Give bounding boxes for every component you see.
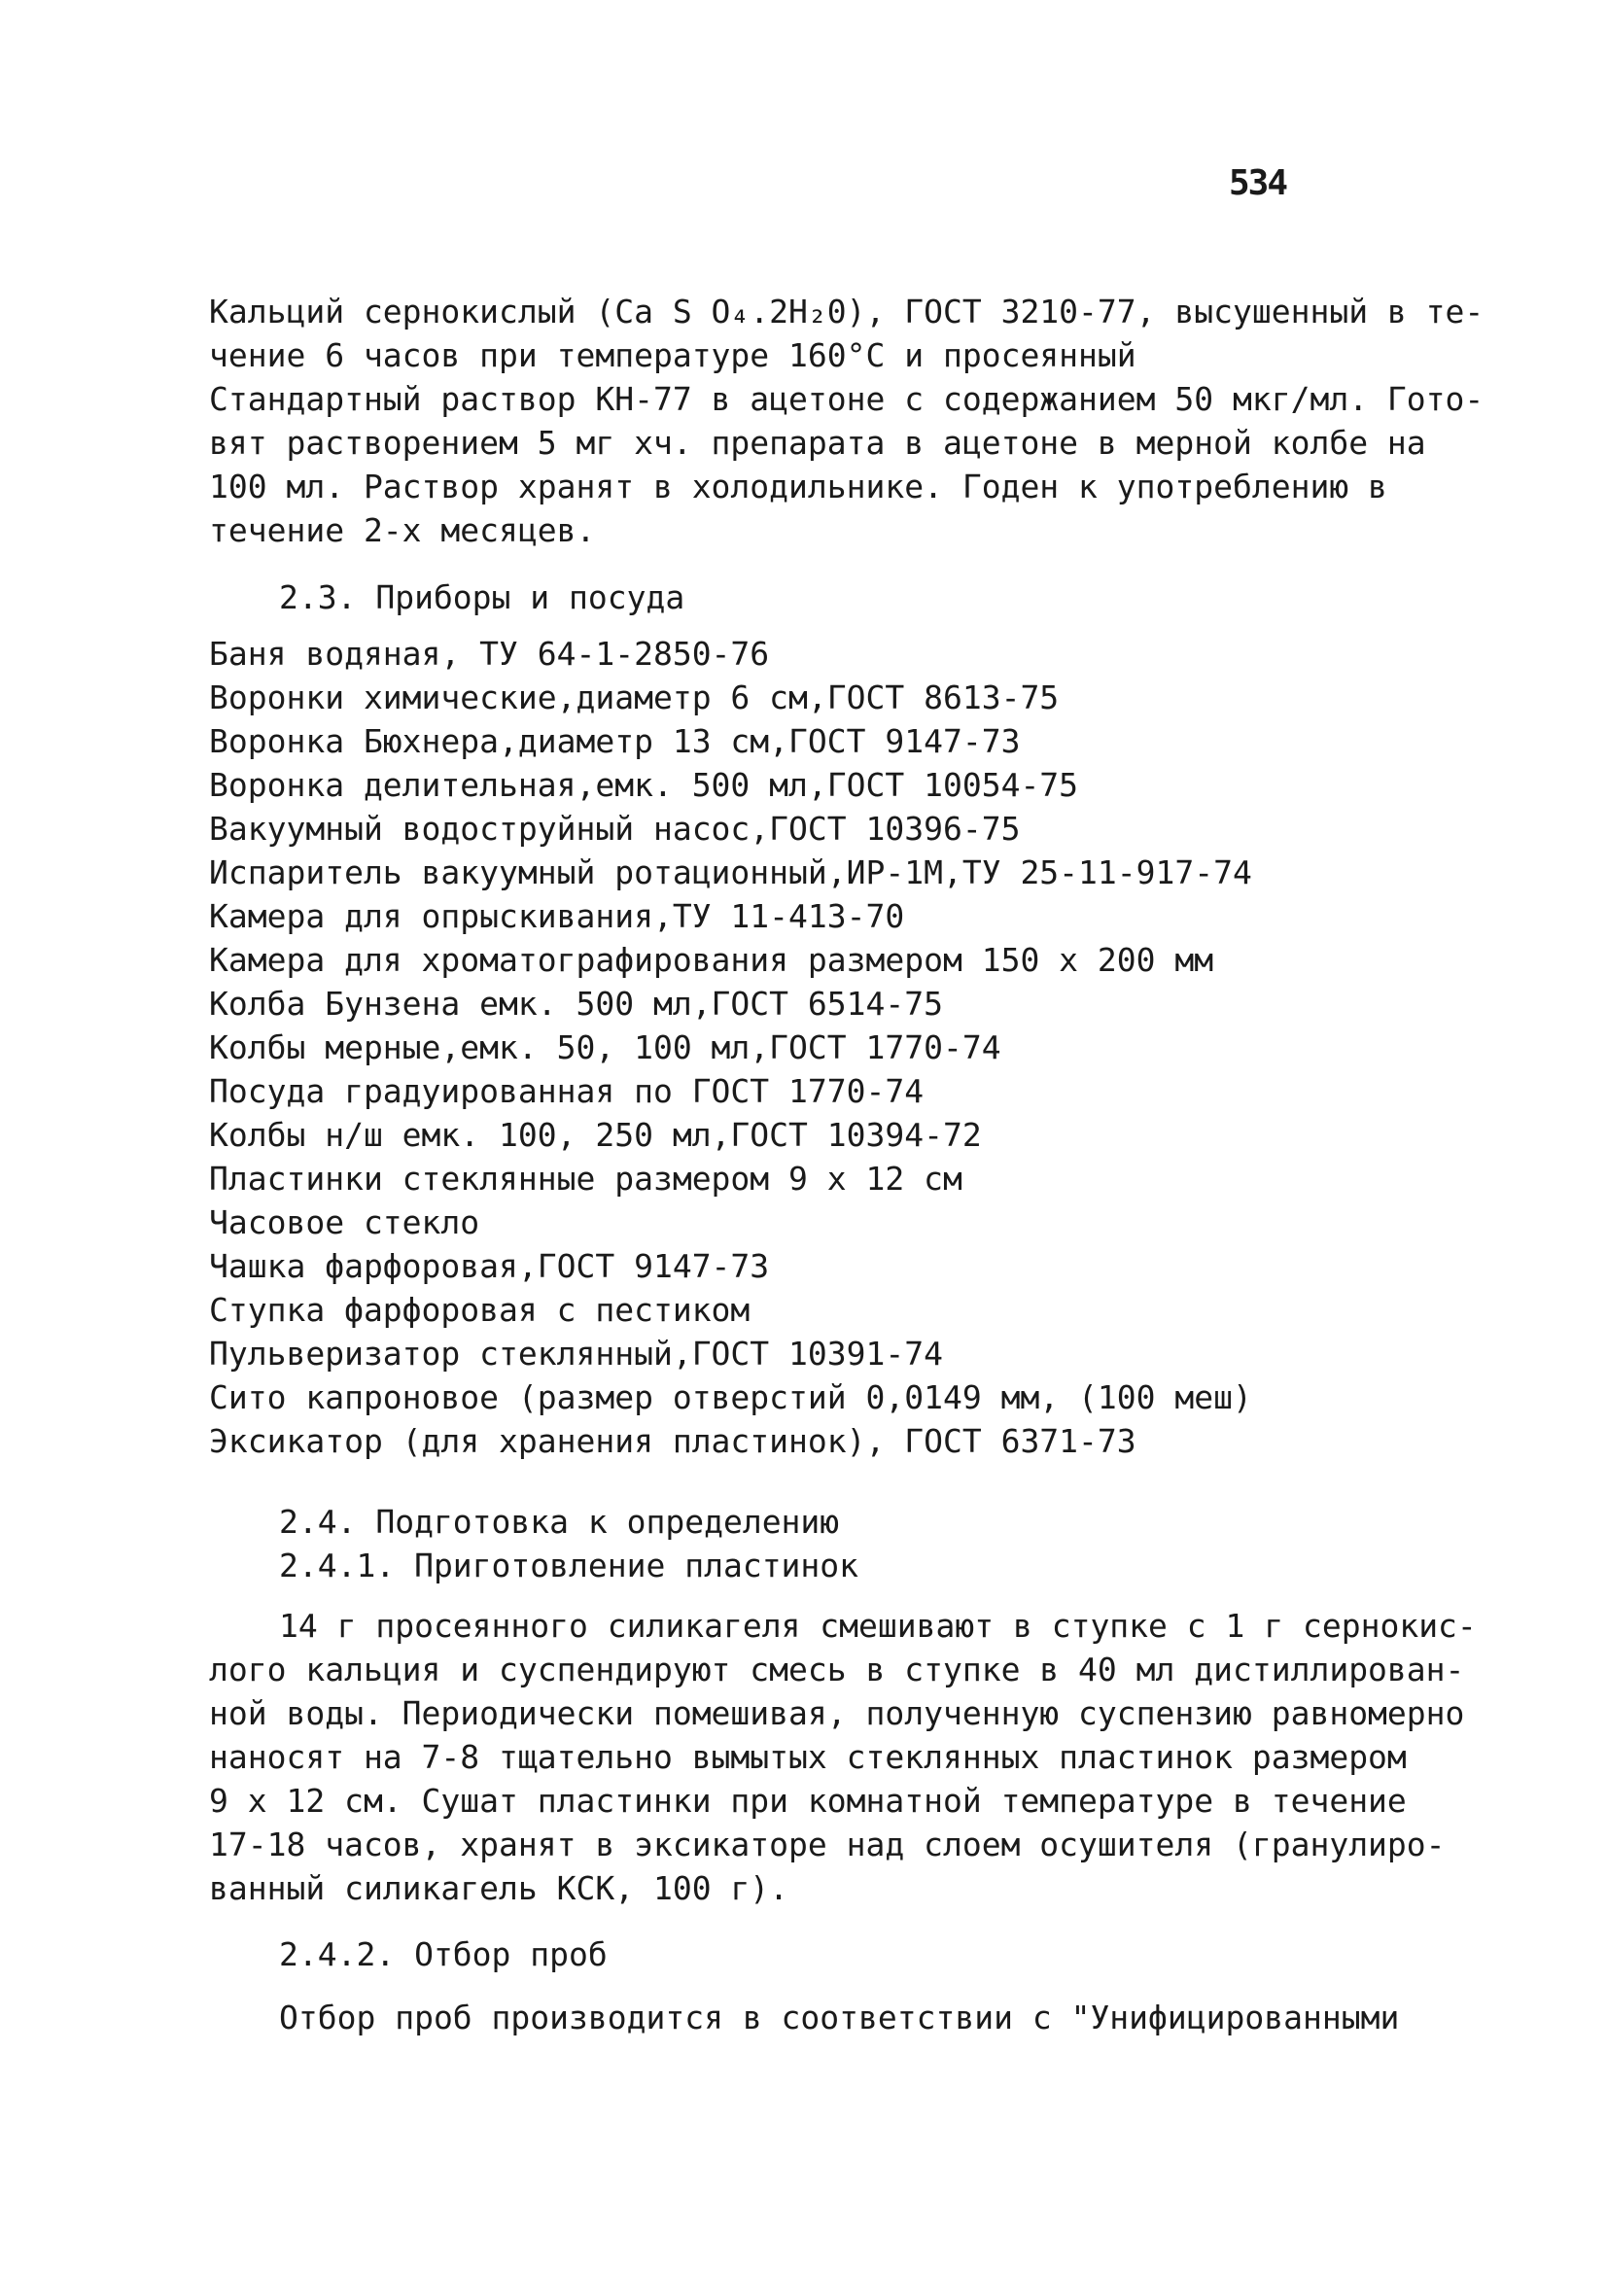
equipment-list xyxy=(209,632,1415,1463)
equipment-item: Воронки химические,диаметр 6 см,ГОСТ 8613-75 xyxy=(209,678,1060,716)
section-heading-2-3: 2.3. Приборы и посуда xyxy=(279,578,685,616)
reagent-line: чение 6 часов при температуре 160°С и просеянный xyxy=(209,336,1136,374)
equipment-item: Вакуумный водоструйный насос,ГОСТ 10396-75 xyxy=(209,810,1021,848)
reagent-line: 100 мл. Раствор хранят в холодильнике. Годен к употреблению в xyxy=(209,468,1387,505)
plates-paragraph xyxy=(209,1604,1477,1910)
equipment-item: Колбы н/ш емк. 100, 250 мл,ГОСТ 10394-72 xyxy=(209,1116,982,1154)
section-heading-2-4-1: 2.4.1. Приготовление пластинок xyxy=(279,1547,859,1584)
section-heading-2-4: 2.4. Подготовка к определению xyxy=(279,1503,840,1541)
equipment-item: Колбы мерные,емк. 50, 100 мл,ГОСТ 1770-74 xyxy=(209,1028,1001,1066)
equipment-item: Посуда градуированная по ГОСТ 1770-74 xyxy=(209,1072,925,1110)
reagent-line: Стандартный раствор КН-77 в ацетоне с содержанием 50 мкг/мл. Гото- xyxy=(209,380,1485,418)
equipment-item: Колба Бунзена емк. 500 мл,ГОСТ 6514-75 xyxy=(209,985,943,1023)
reagent-line: вят растворением 5 мг хч. препарата в ацетоне в мерной колбе на xyxy=(209,424,1426,462)
paragraph-line: лого кальция и суспендируют смесь в ступке в 40 мл дистиллирован- xyxy=(209,1651,1465,1688)
reagents-block xyxy=(209,290,1485,552)
equipment-item: Баня водяная, ТУ 64-1-2850-76 xyxy=(209,635,770,673)
paragraph-line: ванный силикагель КСК, 100 г). xyxy=(209,1869,789,1907)
equipment-item: Воронка делительная,емк. 500 мл,ГОСТ 10054-75 xyxy=(209,766,1079,804)
paragraph-line: 9 х 12 см. Сушат пластинки при комнатной температуре в течение xyxy=(209,1782,1407,1820)
page-number: 534 xyxy=(1229,163,1287,203)
section-headings-2-4 xyxy=(209,1500,1485,1587)
paragraph-line: 17-18 часов, хранят в эксикаторе над слоем осушителя (гранулиро- xyxy=(209,1826,1446,1863)
equipment-item: Сито капроновое (размер отверстий 0,0149 мм, (100 меш) xyxy=(209,1378,1252,1416)
equipment-item: Ступка фарфоровая с пестиком xyxy=(209,1291,751,1329)
equipment-item: Пульверизатор стеклянный,ГОСТ 10391-74 xyxy=(209,1335,943,1373)
equipment-item: Воронка Бюхнера,диаметр 13 см,ГОСТ 9147-73 xyxy=(209,722,1021,760)
equipment-item: Чашка фарфоровая,ГОСТ 9147-73 xyxy=(209,1247,770,1285)
equipment-item: Камера для хроматографирования размером 150 х 200 мм xyxy=(209,941,1214,979)
equipment-item: Часовое стекло xyxy=(209,1203,480,1241)
paragraph-line: 14 г просеянного силикагеля смешивают в ступке с 1 г сернокис- xyxy=(279,1607,1477,1645)
reagent-line: течение 2-х месяцев. xyxy=(209,511,596,549)
equipment-item: Камера для опрыскивания,ТУ 11-413-70 xyxy=(209,897,905,935)
equipment-item: Испаритель вакуумный ротационный,ИР-1М,ТУ 25-11-917-74 xyxy=(209,853,1252,891)
equipment-item: Эксикатор (для хранения пластинок), ГОСТ 6371-73 xyxy=(209,1422,1136,1460)
section-heading-2-4-2: 2.4.2. Отбор проб xyxy=(279,1935,608,1973)
reagent-line: Кальций сернокислый (Са S O₄.2Н₂0), ГОСТ 3210-77, высушенный в те- xyxy=(209,293,1485,330)
equipment-item: Пластинки стеклянные размером 9 х 12 см xyxy=(209,1160,962,1198)
paragraph-line: наносят на 7-8 тщательно вымытых стеклянных пластинок размером xyxy=(209,1738,1407,1776)
sampling-line: Отбор проб производится в соответствии с "Унифицированными xyxy=(279,1999,1400,2036)
paragraph-line: ной воды. Периодически помешивая, полученную суспензию равномерно xyxy=(209,1694,1465,1732)
